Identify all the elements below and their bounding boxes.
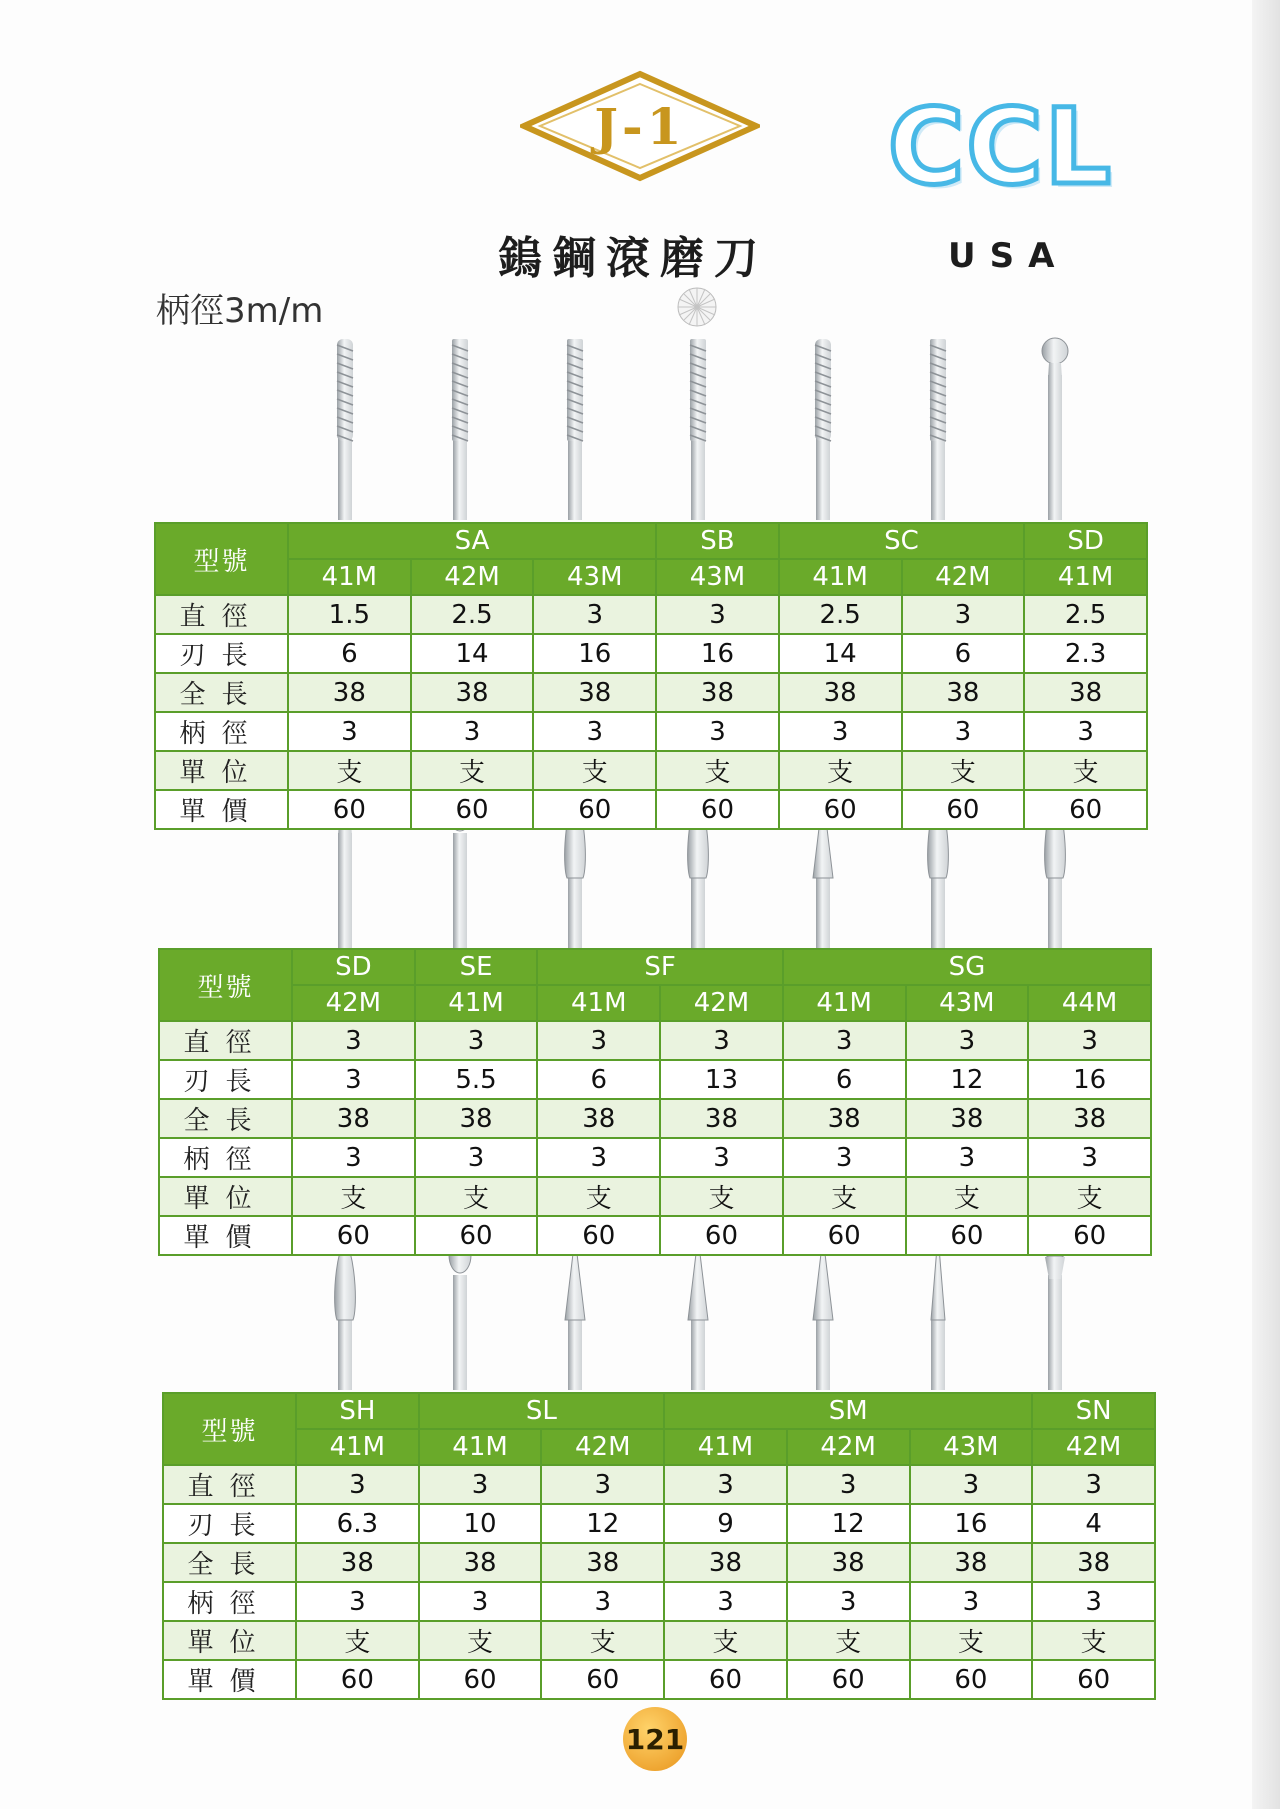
table-row [159, 1099, 1151, 1138]
tool-cylinder-icon [678, 335, 718, 520]
tool-cone-icon [803, 1235, 843, 1390]
j1-logo [520, 70, 760, 182]
table-row [155, 673, 1147, 712]
table-cell: 支 [783, 1177, 906, 1216]
table-cell: 38 [533, 673, 656, 712]
table-cell: 3 [656, 595, 779, 634]
group-header: SB [656, 523, 779, 559]
table-cell: 3 [787, 1465, 910, 1504]
row-label: 刃長 [159, 1060, 292, 1099]
table-cell: 3 [902, 595, 1025, 634]
page-edge-shadow [1252, 0, 1280, 1809]
table-cell: 3 [910, 1582, 1033, 1621]
table-cell: 60 [910, 1660, 1033, 1699]
model-code: 43M [533, 559, 656, 595]
table-cell: 支 [660, 1177, 783, 1216]
table-cell: 4 [1032, 1504, 1155, 1543]
row-label: 全長 [163, 1543, 296, 1582]
table-row [163, 1660, 1155, 1699]
table-cell: 支 [1028, 1177, 1151, 1216]
tool-ball-icon [1035, 335, 1075, 520]
table-cell: 38 [296, 1543, 419, 1582]
row-label: 刃長 [163, 1504, 296, 1543]
table-cell: 38 [783, 1099, 906, 1138]
table-cell: 60 [1024, 790, 1147, 829]
tool-cone-icon [555, 1235, 595, 1390]
table-cell: 1.5 [288, 595, 411, 634]
table-cell: 60 [296, 1660, 419, 1699]
table-cell: 60 [533, 790, 656, 829]
table-cell: 60 [288, 790, 411, 829]
table-cell: 支 [656, 751, 779, 790]
table-row [155, 634, 1147, 673]
table-cell: 支 [533, 751, 656, 790]
table-cell: 3 [1028, 1138, 1151, 1177]
table-cell: 38 [1024, 673, 1147, 712]
table-cell: 2.3 [1024, 634, 1147, 673]
table-cell: 3 [779, 712, 902, 751]
table-cell: 3 [296, 1582, 419, 1621]
table-cell: 3 [292, 1138, 415, 1177]
group-header: SE [415, 949, 538, 985]
table-cell: 支 [664, 1621, 787, 1660]
table-cell: 60 [415, 1216, 538, 1255]
table-cell: 2.5 [411, 595, 534, 634]
model-code: 42M [902, 559, 1025, 595]
table-cell: 3 [902, 712, 1025, 751]
ccl-logo: CCL [888, 86, 1113, 208]
group-header: SG [783, 949, 1151, 985]
model-code: 41M [783, 985, 906, 1021]
tool-oval-icon [440, 1235, 480, 1390]
table-cell: 60 [541, 1660, 664, 1699]
table-cell: 支 [1024, 751, 1147, 790]
table-cell: 38 [910, 1543, 1033, 1582]
row-label: 刃長 [155, 634, 288, 673]
table-cell: 支 [411, 751, 534, 790]
table-cell: 支 [779, 751, 902, 790]
sunburst-icon [676, 286, 718, 328]
table-cell: 38 [902, 673, 1025, 712]
table-cell: 2.5 [779, 595, 902, 634]
table-cell: 3 [783, 1138, 906, 1177]
model-code: 41M [419, 1429, 542, 1465]
table-cell: 支 [415, 1177, 538, 1216]
table-cell: 3 [292, 1021, 415, 1060]
table-cell: 3 [533, 595, 656, 634]
table-cell: 10 [419, 1504, 542, 1543]
tool-cone-icon [678, 1235, 718, 1390]
table-cell: 支 [910, 1621, 1033, 1660]
group-header: SC [779, 523, 1024, 559]
table-cell: 9 [664, 1504, 787, 1543]
table-cell: 3 [288, 712, 411, 751]
tool-cylinder-icon [440, 335, 480, 520]
table-cell: 38 [541, 1543, 664, 1582]
table-cell: 16 [1028, 1060, 1151, 1099]
tool-illustrations-row-1 [150, 330, 1150, 520]
table-cell: 60 [906, 1216, 1029, 1255]
table-cell: 支 [787, 1621, 910, 1660]
tool-cylinder-tip-icon [803, 335, 843, 520]
group-header: SM [664, 1393, 1032, 1429]
model-header: 型號 [159, 949, 292, 1021]
table-cell: 38 [664, 1543, 787, 1582]
model-code: 41M [779, 559, 902, 595]
model-code: 41M [537, 985, 660, 1021]
table-cell: 3 [419, 1465, 542, 1504]
table-cell: 3 [787, 1582, 910, 1621]
table-cell: 支 [1032, 1621, 1155, 1660]
table-row [159, 1138, 1151, 1177]
model-code: 42M [541, 1429, 664, 1465]
table-row [163, 1465, 1155, 1504]
table-cell: 14 [779, 634, 902, 673]
row-label: 單位 [159, 1177, 292, 1216]
table-cell: 3 [1028, 1021, 1151, 1060]
table-cell: 16 [910, 1504, 1033, 1543]
table-cell: 3 [415, 1021, 538, 1060]
table-cell: 3 [783, 1021, 906, 1060]
table-cell: 12 [787, 1504, 910, 1543]
table-cell: 3 [1024, 712, 1147, 751]
table-cell: 3 [415, 1138, 538, 1177]
row-label: 柄徑 [163, 1582, 296, 1621]
table-row [155, 595, 1147, 634]
table-row [159, 1216, 1151, 1255]
model-code: 43M [656, 559, 779, 595]
table-cell: 支 [292, 1177, 415, 1216]
table-cell: 38 [656, 673, 779, 712]
table-cell: 3 [533, 712, 656, 751]
table-cell: 12 [541, 1504, 664, 1543]
group-header: SH [296, 1393, 419, 1429]
model-code: 41M [1024, 559, 1147, 595]
table-cell: 3 [1032, 1582, 1155, 1621]
tool-cylinder-icon [555, 335, 595, 520]
table-cell: 3 [910, 1465, 1033, 1504]
model-code: 42M [1032, 1429, 1155, 1465]
shank-diameter-note: 柄徑3m/m [156, 291, 324, 331]
table-cell: 60 [902, 790, 1025, 829]
table-cell: 6 [288, 634, 411, 673]
spec-table-1 [154, 522, 1148, 830]
table-cell: 12 [906, 1060, 1029, 1099]
table-cell: 3 [541, 1582, 664, 1621]
table-cell: 2.5 [1024, 595, 1147, 634]
group-header: SD [292, 949, 415, 985]
table-cell: 3 [656, 712, 779, 751]
model-code: 41M [296, 1429, 419, 1465]
j1-logo-text: J-1 [594, 96, 686, 156]
row-label: 全長 [159, 1099, 292, 1138]
table-cell: 3 [419, 1582, 542, 1621]
table-cell: 6 [537, 1060, 660, 1099]
table-cell: 60 [292, 1216, 415, 1255]
group-header: SF [537, 949, 782, 985]
table-cell: 3 [296, 1465, 419, 1504]
table-cell: 3 [292, 1060, 415, 1099]
table-cell: 38 [537, 1099, 660, 1138]
table-cell: 3 [537, 1138, 660, 1177]
table-row [159, 1060, 1151, 1099]
model-code: 43M [910, 1429, 1033, 1465]
table-cell: 3 [537, 1021, 660, 1060]
table-cell: 38 [288, 673, 411, 712]
group-header: SN [1032, 1393, 1155, 1429]
model-code: 42M [292, 985, 415, 1021]
table-cell: 3 [906, 1021, 1029, 1060]
table-cell: 60 [419, 1660, 542, 1699]
table-row [155, 712, 1147, 751]
tool-taper-point-icon [918, 1235, 958, 1390]
model-code: 42M [411, 559, 534, 595]
table-cell: 60 [411, 790, 534, 829]
table-cell: 38 [1028, 1099, 1151, 1138]
tool-inverted-cone-icon [1035, 1235, 1075, 1390]
group-header: SA [288, 523, 656, 559]
spec-table-3 [162, 1392, 1156, 1700]
table-cell: 16 [533, 634, 656, 673]
table-cell: 支 [902, 751, 1025, 790]
row-label: 直徑 [155, 595, 288, 634]
table-cell: 3 [660, 1021, 783, 1060]
row-label: 單價 [159, 1216, 292, 1255]
row-label: 單位 [155, 751, 288, 790]
table-cell: 13 [660, 1060, 783, 1099]
table-cell: 38 [779, 673, 902, 712]
tool-flame-icon [325, 1235, 365, 1390]
group-header: SL [419, 1393, 664, 1429]
table-cell: 60 [787, 1660, 910, 1699]
table-cell: 支 [537, 1177, 660, 1216]
table-row [155, 790, 1147, 829]
row-label: 直徑 [163, 1465, 296, 1504]
table-cell: 38 [1032, 1543, 1155, 1582]
model-code: 42M [787, 1429, 910, 1465]
tool-cylinder-tip-icon [325, 335, 365, 520]
row-label: 單位 [163, 1621, 296, 1660]
model-code: 44M [1028, 985, 1151, 1021]
model-header: 型號 [163, 1393, 296, 1465]
table-row [163, 1621, 1155, 1660]
row-label: 柄徑 [155, 712, 288, 751]
table-cell: 3 [1032, 1465, 1155, 1504]
table-cell: 60 [660, 1216, 783, 1255]
table-cell: 38 [415, 1099, 538, 1138]
table-row [163, 1582, 1155, 1621]
table-cell: 支 [419, 1621, 542, 1660]
table-cell: 5.5 [415, 1060, 538, 1099]
tool-cylinder-icon [918, 335, 958, 520]
table-cell: 14 [411, 634, 534, 673]
table-cell: 支 [906, 1177, 1029, 1216]
table-cell: 60 [656, 790, 779, 829]
row-label: 直徑 [159, 1021, 292, 1060]
table-cell: 60 [1028, 1216, 1151, 1255]
table-cell: 38 [419, 1543, 542, 1582]
spec-table-2 [158, 948, 1152, 1256]
table-row [163, 1504, 1155, 1543]
table-cell: 60 [664, 1660, 787, 1699]
row-label: 柄徑 [159, 1138, 292, 1177]
model-code: 43M [906, 985, 1029, 1021]
table-cell: 3 [664, 1465, 787, 1504]
table-cell: 60 [783, 1216, 906, 1255]
table-cell: 38 [292, 1099, 415, 1138]
table-cell: 3 [411, 712, 534, 751]
table-cell: 60 [779, 790, 902, 829]
table-cell: 16 [656, 634, 779, 673]
table-cell: 支 [541, 1621, 664, 1660]
table-cell: 支 [288, 751, 411, 790]
table-row [163, 1543, 1155, 1582]
table-cell: 60 [1032, 1660, 1155, 1699]
table-row [159, 1177, 1151, 1216]
page-number: 121 [623, 1707, 687, 1771]
row-label: 單價 [155, 790, 288, 829]
row-label: 全長 [155, 673, 288, 712]
page-title: 鎢鋼滾磨刀 [498, 233, 768, 284]
model-code: 41M [288, 559, 411, 595]
table-row [159, 1021, 1151, 1060]
table-cell: 3 [660, 1138, 783, 1177]
group-header: SD [1024, 523, 1147, 559]
model-header: 型號 [155, 523, 288, 595]
table-row [155, 751, 1147, 790]
table-cell: 支 [296, 1621, 419, 1660]
model-code: 41M [415, 985, 538, 1021]
table-cell: 3 [541, 1465, 664, 1504]
table-cell: 38 [660, 1099, 783, 1138]
model-code: 42M [660, 985, 783, 1021]
row-label: 單價 [163, 1660, 296, 1699]
table-cell: 3 [664, 1582, 787, 1621]
table-cell: 6 [783, 1060, 906, 1099]
table-cell: 6.3 [296, 1504, 419, 1543]
table-cell: 6 [902, 634, 1025, 673]
table-cell: 38 [411, 673, 534, 712]
table-cell: 60 [537, 1216, 660, 1255]
table-cell: 38 [787, 1543, 910, 1582]
usa-label: USA [948, 236, 1069, 276]
table-cell: 38 [906, 1099, 1029, 1138]
table-cell: 3 [906, 1138, 1029, 1177]
model-code: 41M [664, 1429, 787, 1465]
